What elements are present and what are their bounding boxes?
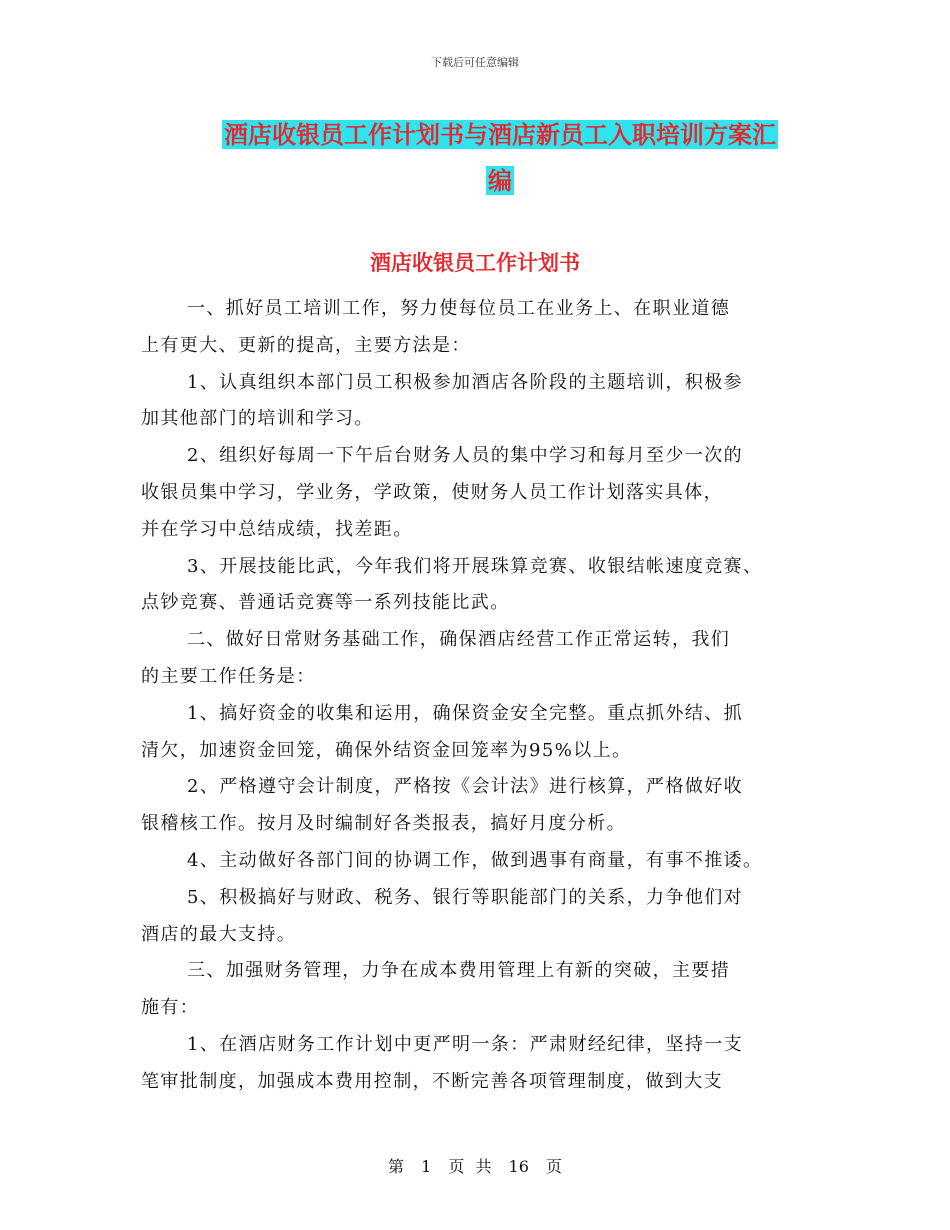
body-line: 的主要工作任务是：	[141, 665, 316, 687]
footer-page-prefix: 第	[387, 1157, 404, 1176]
title-line-1: 酒店收银员工作计划书与酒店新员工入职培训方案汇	[224, 120, 776, 149]
body-line: 2、严格遵守会计制度，严格按《会计法》进行核算，严格做好收	[187, 776, 744, 798]
body-line: 收银员集中学习，学业务，学政策，使财务人员工作计划落实具体，	[141, 481, 723, 503]
body-line: 并在学习中总结成绩，找差距。	[141, 518, 413, 540]
body-line: 上有更大、更新的提高，主要方法是：	[141, 334, 471, 356]
body-line: 2、组织好每周一下午后台财务人员的集中学习和每月至少一次的	[187, 445, 744, 467]
body-line: 3、开展技能比武，今年我们将开展珠算竞赛、收银结帐速度竞赛、	[187, 555, 763, 577]
body-line: 一、抓好员工培训工作，努力使每位员工在业务上、在职业道德	[187, 298, 731, 319]
body-line: 点钞竞赛、普通话竞赛等一系列技能比武。	[141, 592, 510, 614]
body-line: 5、积极搞好与财政、税务、银行等职能部门的关系，力争他们对	[187, 886, 744, 908]
body-line: 笔审批制度，加强成本费用控制，不断完善各项管理制度，做到大支	[141, 1070, 723, 1092]
title-line-2: 编	[488, 166, 512, 195]
section-title: 酒店收银员工作计划书	[370, 250, 580, 275]
body-line: 加其他部门的培训和学习。	[141, 408, 374, 430]
header-note: 下载后可任意编辑	[431, 56, 519, 69]
body-line: 1、认真组织本部门员工积极参加酒店各阶段的主题培训，积极参	[187, 371, 744, 393]
document-title	[190, 112, 810, 204]
body-line: 1、搞好资金的收集和运用，确保资金安全完整。重点抓外结、抓	[187, 702, 744, 724]
body-line: 酒店的最大支持。	[141, 923, 297, 945]
footer-page-suffix: 页	[546, 1157, 563, 1176]
body-line: 三、加强财务管理，力争在成本费用管理上有新的突破，主要措	[187, 960, 731, 982]
body-line: 施有：	[141, 997, 200, 1019]
body-line: 清欠，加速资金回笼，确保外结资金回笼率为95%以上。	[141, 739, 632, 761]
page-footer	[0, 1154, 950, 1177]
body-line: 二、做好日常财务基础工作，确保酒店经营工作正常运转，我们	[187, 629, 731, 651]
body-line: 4、主动做好各部门间的协调工作，做到遇事有商量，有事不推诿。	[187, 849, 763, 871]
body-line: 银稽核工作。按月及时编制好各类报表，搞好月度分析。	[141, 813, 626, 835]
body-line: 1、在酒店财务工作计划中更严明一条：严肃财经纪律，坚持一支	[187, 1033, 744, 1055]
footer-page-total: 16	[508, 1157, 529, 1176]
document-body	[141, 291, 831, 1101]
footer-page-number: 1	[421, 1157, 432, 1176]
footer-page-mid: 页 共	[448, 1157, 492, 1176]
